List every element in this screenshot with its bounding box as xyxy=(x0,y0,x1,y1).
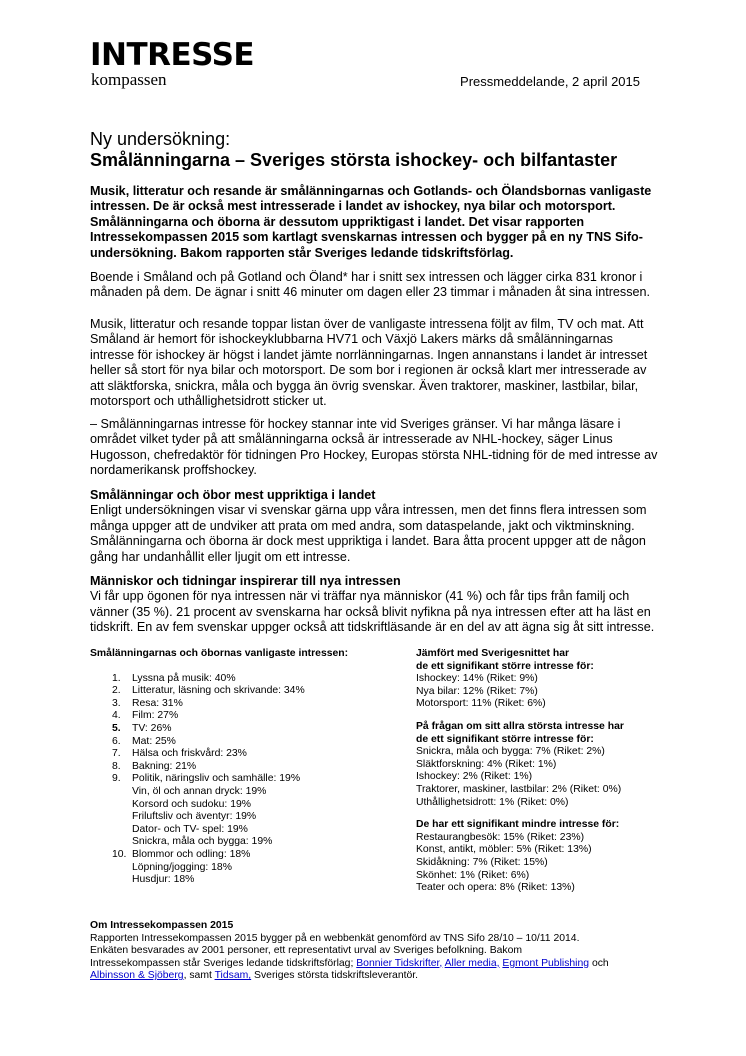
about-line-3: Intressekompassen står Sveriges ledande tidskriftsförlag; Bonnier Tidskrifter, Aller media, Egmont Publishing och xyxy=(90,957,609,969)
top-interests-list xyxy=(90,673,400,887)
list-item: Snickra, måla och bygga: 7% (Riket: 2%) xyxy=(416,746,605,758)
section-honesty-heading: Smålänningar och öbor mest uppriktiga i landet xyxy=(90,488,376,502)
list-item: Ishockey: 2% (Riket: 1%) xyxy=(416,771,533,783)
link-bonnier-tidskrifter[interactable]: Bonnier Tidskrifter, xyxy=(356,957,443,969)
list-item: Skönhet: 1% (Riket: 6%) xyxy=(416,869,530,881)
comparison-heading-3: De har ett signifikant mindre intresse för: xyxy=(416,819,620,831)
section-honesty xyxy=(90,488,660,565)
list-item: Motorsport: 11% (Riket: 6%) xyxy=(416,698,546,710)
list-item: 2. Litteratur, läsning och skrivande: 34% xyxy=(112,685,305,697)
list-item: Nya bilar: 12% (Riket: 7%) xyxy=(416,685,538,697)
list-item: 1. Lyssna på musik: 40% xyxy=(112,672,236,684)
link-albinsson-sjoberg[interactable]: Albinsson & Sjöberg xyxy=(90,970,184,982)
top-interests-heading: Smålänningarnas och öbornas vanligaste intressen: xyxy=(90,648,349,659)
list-item: 10. Blommor och odling: 18% xyxy=(112,848,251,860)
kicker: Ny undersökning: xyxy=(90,129,231,149)
list-item: Traktorer, maskiner, lastbilar: 2% (Riket: 0%) xyxy=(416,783,622,795)
list-item: Konst, antikt, möbler: 5% (Riket: 13%) xyxy=(416,844,592,856)
comparison-heading-1a: Jämfört med Sverigesnittet har xyxy=(416,648,570,659)
about-line-1: Rapporten Intressekompassen 2015 bygger på en webbenkät genomförd av TNS Sifo 28/10 – 10/11 2014. xyxy=(90,932,580,944)
press-release-date: Pressmeddelande, 2 april 2015 xyxy=(460,74,640,89)
comparison-heading-1b: de ett signifikant större intresse för: xyxy=(416,660,594,672)
comparison-heading-2b: de ett signifikant större intresse för: xyxy=(416,733,594,745)
section-honesty-body: Enligt undersökningen visar vi svenskar gärna upp våra intressen, men det finns flera intressen som många uppger att de undviker att prata om med andra, som dataspelande, jakt och viktminskning. Smålänningarna och öborna är dock mest uppriktiga i landet. Bara åtta procent uppger att de någon gång har undanhållit eller ljugit om ett intresse. xyxy=(90,503,647,564)
link-tidsam[interactable]: Tidsam, xyxy=(214,970,252,982)
headline: Smålänningarna – Sveriges största ishockey- och bilfantaster xyxy=(90,150,618,170)
list-item: 4. Film: 27% xyxy=(112,710,179,722)
about-line-2: Enkäten besvarades av 2001 personer, ett representativt urval av Sveriges befolkning. Bakom xyxy=(90,945,523,957)
section-inspiration xyxy=(90,574,660,636)
link-egmont-publishing[interactable]: Egmont Publishing xyxy=(502,957,590,969)
list-subitem: Dator- och TV- spel: 19% xyxy=(132,823,248,835)
lead-paragraph: Musik, litteratur och resande är smålänningarnas och Gotlands- och Ölandsbornas vanligaste intressen. De är också mest intresserade i landet av ishockey, nya bilar och motorsport. Smålänningarna och öborna är dessutom uppriktigast i landet. Det visar rapporten Intressekompassen 2015 som kartlagt svenskarnas intressen och bygger på en ny TNS Sifo-undersökning. Bakom rapporten står Sveriges ledande tidskriftsförlag. xyxy=(90,184,652,260)
list-item: Släktforskning: 4% (Riket: 1%) xyxy=(416,758,557,770)
logo-kompassen: kompassen xyxy=(91,70,167,89)
list-subitem: Snickra, måla och bygga: 19% xyxy=(132,836,273,848)
logo-intresse: INTRESSE xyxy=(90,37,255,73)
top-interests-column xyxy=(90,648,400,887)
list-subitem: Husdjur: 18% xyxy=(132,874,195,886)
paragraph-1: Boende i Småland och på Gotland och Öland* har i snitt sex intressen och lägger cirka 831 kronor i månaden på dem. De ägnar i snitt 46 minuter om dagen eller 23 timmar i månaden åt sina intressen. xyxy=(90,270,651,300)
list-item: 5. TV: 26% xyxy=(112,722,172,734)
about-line-4: Albinsson & Sjöberg, samt Tidsam, Sveriges största tidskriftsleverantör. xyxy=(90,970,419,982)
list-item: 3. Resa: 31% xyxy=(112,697,183,709)
list-subitem: Löpning/jogging: 18% xyxy=(132,861,232,873)
list-item: Ishockey: 14% (Riket: 9%) xyxy=(416,673,538,685)
list-item: 9. Politik, näringsliv och samhälle: 19% xyxy=(112,773,301,785)
link-aller-media[interactable]: Aller media, xyxy=(444,957,500,969)
list-item: 6. Mat: 25% xyxy=(112,735,176,747)
paragraph-3: – Smålänningarnas intresse för hockey stannar inte vid Sveriges gränser. Vi har många läsare i området vilket tyder på att smålänningarna också är intresserade av NHL-hockey, säger Linus Hugosson, chefredaktör för tidningen Pro Hockey, Europas största NHL-tidning för de med intresse av nordamerikansk proffshockey. xyxy=(90,417,658,478)
list-item: Skidåkning: 7% (Riket: 15%) xyxy=(416,856,548,868)
about-section xyxy=(90,920,660,983)
paragraph-2: Musik, litteratur och resande toppar listan över de vanligaste intressena följt av film, TV och mat. Att Småland är hemort för ishockeyklubbarna HV71 och Växjö Lakers märks då smålänningarnas intresse för ishockey är högst i landet jämte norrlänningarnas. Ingen annanstans i landet är intresset heller så stort för nya bilar och motorsport. De som bor i regionen är också klart mer intresserade av att släktforska, snickra, måla och bygga än övrig svenskar. Även traktorer, maskiner, lastbilar, bilar, motorsport och uthållighetsidrott sticker ut. xyxy=(90,317,648,409)
list-item: Teater och opera: 8% (Riket: 13%) xyxy=(416,882,575,894)
list-item: 7. Hälsa och friskvård: 23% xyxy=(112,748,247,760)
list-subitem: Friluftsliv och äventyr: 19% xyxy=(132,811,257,823)
list-item: Restaurangbesök: 15% (Riket: 23%) xyxy=(416,831,585,843)
comparison-heading-2a: På frågan om sitt allra största intresse har xyxy=(416,720,624,732)
list-item: Uthållighetsidrott: 1% (Riket: 0%) xyxy=(416,796,569,808)
comparison-column xyxy=(416,648,676,895)
about-heading: Om Intressekompassen 2015 xyxy=(90,920,234,931)
section-inspiration-body: Vi får upp ögonen för nya intressen när vi träffar nya människor (41 %) och får tips från familj och vänner (35 %). 21 procent av svenskarna har också blivit nyfikna på nya intressen efter att ha läst en tidskrift. En av fem svenskar uppger också att tidskriftläsande är en del av att ägna sig åt sitt intresse. xyxy=(90,589,655,635)
section-inspiration-heading: Människor och tidningar inspirerar till nya intressen xyxy=(90,574,401,588)
list-subitem: Korsord och sudoku: 19% xyxy=(132,798,251,810)
list-subitem: Vin, öl och annan dryck: 19% xyxy=(132,785,267,797)
list-item: 8. Bakning: 21% xyxy=(112,760,197,772)
